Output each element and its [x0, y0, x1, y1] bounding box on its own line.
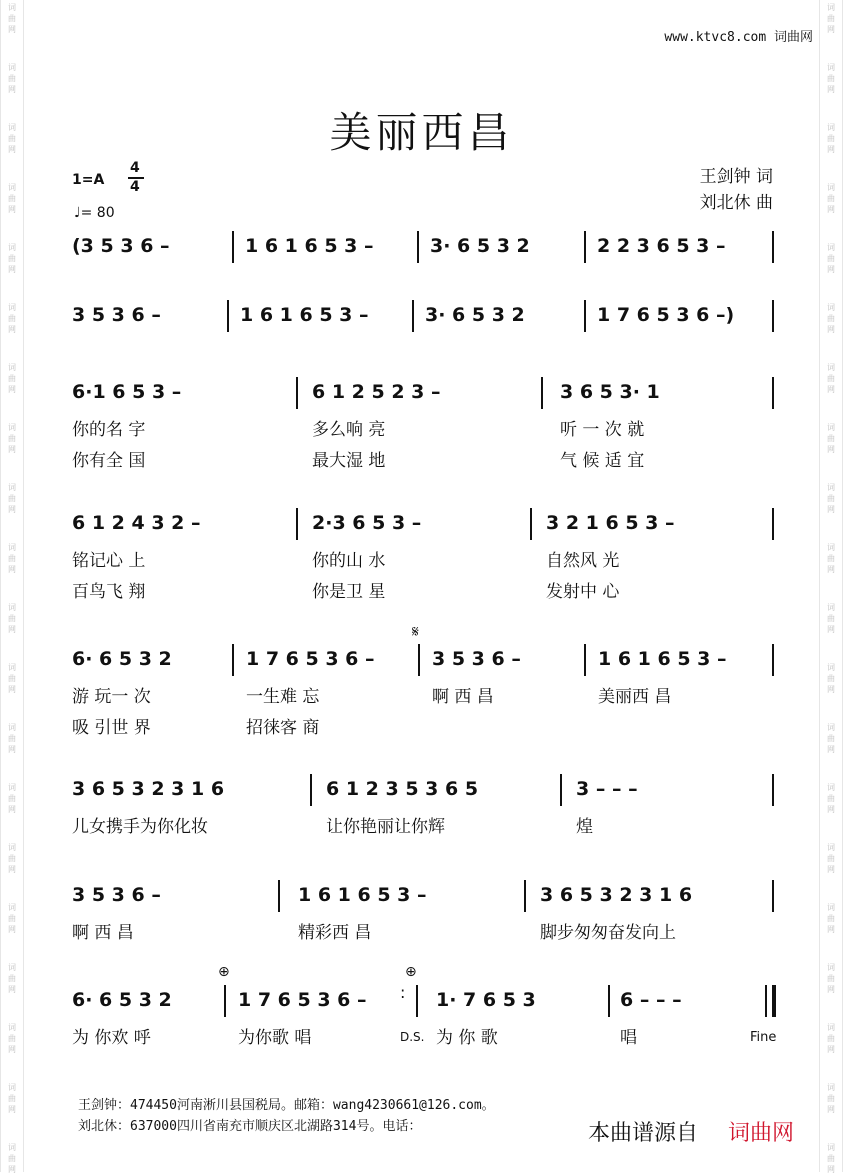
right-watermark-strip: [819, 0, 843, 1172]
time-signature-top: 4: [130, 160, 140, 176]
lyricist-credit: 王剑钟 词: [699, 167, 773, 187]
watermark-text: 词 曲 网: [827, 483, 835, 514]
watermark-text: 词 曲 网: [827, 63, 835, 94]
watermark-text: 词 曲 网: [827, 3, 835, 34]
bar-line: [772, 880, 774, 912]
bar-line: [296, 508, 298, 540]
watermark-text: 词 曲 网: [8, 783, 16, 814]
measure-notes: 6 1 2 4 3 2 –: [72, 512, 201, 534]
bar-line: [772, 377, 774, 409]
left-watermark-strip: [0, 0, 24, 1172]
lyric-line: 铭记心 上: [72, 551, 146, 571]
lyric-line: 游 玩一 次: [72, 687, 151, 707]
bar-line: [560, 774, 562, 806]
site-url[interactable]: www.ktvc8.com 词曲网: [664, 30, 813, 45]
measure-notes: 1 6 1 6 5 3 –: [240, 304, 369, 326]
measure-notes: 6·1 6 5 3 –: [72, 381, 182, 403]
measure-notes: 1 6 1 6 5 3 –: [245, 235, 374, 257]
lyric-line: 煌: [576, 817, 593, 837]
lyric-line: 百鸟飞 翔: [72, 582, 146, 602]
bar-line: [296, 377, 298, 409]
fine-marking: Fine: [750, 1030, 777, 1045]
watermark-text: 词 曲 网: [827, 783, 835, 814]
watermark-text: 词 曲 网: [827, 723, 835, 754]
watermark-text: 词 曲 网: [8, 303, 16, 334]
bar-line: [310, 774, 312, 806]
watermark-text: 词 曲 网: [8, 243, 16, 274]
lyric-line: 为 你 歌: [436, 1028, 498, 1048]
lyric-line: 美丽西 昌: [598, 687, 672, 707]
lyric-line: 为你歌 唱: [238, 1028, 312, 1048]
lyric-line: 发射中 心: [546, 582, 620, 602]
bar-line: [412, 300, 414, 332]
bar-line: [772, 508, 774, 540]
watermark-text: 词 曲 网: [8, 723, 16, 754]
bar-line: [541, 377, 543, 409]
watermark-text: 词 曲 网: [8, 63, 16, 94]
footer-lyricist-contact: 王剑钟：474450河南淅川县国税局。邮箱：wang4230661@126.com。: [78, 1098, 495, 1113]
lyric-line: 唱: [620, 1028, 637, 1048]
watermark-text: 词 曲 网: [827, 903, 835, 934]
quarter-note-icon: ♩: [74, 205, 81, 221]
watermark-text: 词 曲 网: [8, 1023, 16, 1054]
watermark-text: 词 曲 网: [8, 963, 16, 994]
measure-notes: 1 7 6 5 3 6 –: [238, 989, 367, 1011]
measure-notes: 1 6 1 6 5 3 –: [298, 884, 427, 906]
measure-notes: 1 7 6 5 3 6 –: [246, 648, 375, 670]
watermark-text: 词 曲 网: [827, 123, 835, 154]
watermark-text: 词 曲 网: [827, 303, 835, 334]
coda-icon: ⊕: [218, 964, 230, 980]
lyric-line: 吸 引世 界: [72, 718, 151, 738]
measure-notes: 2 2 3 6 5 3 –: [597, 235, 726, 257]
measure-notes: 3 2 1 6 5 3 –: [546, 512, 675, 534]
lyric-line: 你的名 字: [72, 420, 146, 440]
watermark-text: 词 曲 网: [8, 363, 16, 394]
measure-notes: 1 6 1 6 5 3 –: [598, 648, 727, 670]
bar-line: [524, 880, 526, 912]
footer-composer-contact: 刘北休：637000四川省南充市顺庆区北湖路314号。电话：: [78, 1119, 422, 1134]
lyric-line: 脚步匆匆奋发向上: [540, 923, 676, 943]
watermark-text: 词 曲 网: [8, 1143, 16, 1174]
lyric-line: 啊 西 昌: [72, 923, 134, 943]
bar-line: [584, 231, 586, 263]
repeat-dots: :: [400, 983, 406, 1002]
measure-notes: 3 5 3 6 –: [72, 304, 161, 326]
measure-notes: 3 – – –: [576, 778, 638, 800]
bar-line: [584, 300, 586, 332]
lyric-line: 为 你欢 呼: [72, 1028, 151, 1048]
watermark-text: 词 曲 网: [8, 183, 16, 214]
watermark-text: 词 曲 网: [827, 363, 835, 394]
lyric-line: 让你艳丽让你辉: [326, 817, 445, 837]
measure-notes: 3 5 3 6 –: [72, 884, 161, 906]
bar-line: [772, 985, 776, 1017]
tempo-marking: ♩= 80: [74, 205, 115, 221]
watermark-text: 词 曲 网: [827, 603, 835, 634]
lyric-line: 你是卫 星: [312, 582, 386, 602]
bar-line: [608, 985, 610, 1017]
final-bar-thin: [765, 985, 767, 1017]
composer-credit: 刘北休 曲: [699, 193, 773, 213]
bar-line: [232, 231, 234, 263]
coda-icon: ⊕: [405, 964, 417, 980]
watermark-text: 词 曲 网: [827, 1023, 835, 1054]
watermark-text: 词 曲 网: [8, 663, 16, 694]
lyric-line: 儿女携手为你化妆: [72, 817, 208, 837]
measure-notes: 6· 6 5 3 2: [72, 648, 172, 670]
watermark-text: 词 曲 网: [8, 903, 16, 934]
watermark-text: 词 曲 网: [8, 543, 16, 574]
watermark-text: 词 曲 网: [8, 3, 16, 34]
bar-line: [416, 985, 418, 1017]
measure-notes: 3· 6 5 3 2: [430, 235, 530, 257]
lyric-line: 自然风 光: [546, 551, 620, 571]
lyric-line: 多么响 亮: [312, 420, 386, 440]
watermark-text: 词 曲 网: [8, 843, 16, 874]
song-title: 美丽西昌: [329, 108, 514, 157]
watermark-text: 词 曲 网: [827, 1143, 835, 1174]
lyric-line: 精彩西 昌: [298, 923, 372, 943]
watermark-text: 词 曲 网: [8, 423, 16, 454]
segno-icon: 𝄋: [412, 622, 419, 641]
watermark-text: 词 曲 网: [827, 663, 835, 694]
lyric-line: 最大湿 地: [312, 451, 386, 471]
measure-notes: 2·3 6 5 3 –: [312, 512, 422, 534]
measure-notes: 6· 6 5 3 2: [72, 989, 172, 1011]
watermark-text: 词 曲 网: [8, 123, 16, 154]
lyric-line: 气 候 适 宜: [560, 451, 645, 471]
measure-notes: 1 7 6 5 3 6 –): [597, 304, 735, 326]
bar-line: [584, 644, 586, 676]
watermark-text: 词 曲 网: [8, 1083, 16, 1114]
watermark-text: 词 曲 网: [827, 843, 835, 874]
watermark-text: 词 曲 网: [827, 963, 835, 994]
source-brand[interactable]: 词曲网: [728, 1121, 795, 1146]
measure-notes: 6 1 2 3 5 3 6 5: [326, 778, 479, 800]
watermark-text: 词 曲 网: [827, 543, 835, 574]
bar-line: [772, 644, 774, 676]
lyric-line: 一生难 忘: [246, 687, 320, 707]
measure-notes: 3 5 3 6 –: [432, 648, 521, 670]
key-signature: 1=A: [72, 172, 105, 188]
bar-line: [278, 880, 280, 912]
measure-notes: 1· 7 6 5 3: [436, 989, 536, 1011]
bar-line: [772, 231, 774, 263]
bar-line: [772, 774, 774, 806]
lyric-line: 啊 西 昌: [432, 687, 494, 707]
bar-line: [530, 508, 532, 540]
bar-line: [232, 644, 234, 676]
lyric-line: 你的山 水: [312, 551, 386, 571]
watermark-text: 词 曲 网: [8, 603, 16, 634]
measure-notes: (3 5 3 6 –: [72, 235, 170, 257]
measure-notes: 3 6 5 3 2 3 1 6: [72, 778, 225, 800]
bar-line: [227, 300, 229, 332]
watermark-text: 词 曲 网: [827, 423, 835, 454]
bar-line: [418, 644, 420, 676]
measure-notes: 3· 6 5 3 2: [425, 304, 525, 326]
time-signature-bottom: 4: [130, 179, 140, 195]
bar-line: [772, 300, 774, 332]
measure-notes: 3 6 5 3 2 3 1 6: [540, 884, 693, 906]
lyric-line: 你有全 国: [72, 451, 146, 471]
measure-notes: 3 6 5 3· 1: [560, 381, 660, 403]
bar-line: [417, 231, 419, 263]
measure-notes: 6 1 2 5 2 3 –: [312, 381, 441, 403]
watermark-text: 词 曲 网: [827, 183, 835, 214]
dal-segno-marking: D.S.: [400, 1030, 425, 1044]
watermark-text: 词 曲 网: [8, 483, 16, 514]
measure-notes: 6 – – –: [620, 989, 682, 1011]
lyric-line: 招徕客 商: [246, 718, 320, 738]
source-label: 本曲谱源自: [588, 1121, 699, 1146]
watermark-text: 词 曲 网: [827, 243, 835, 274]
lyric-line: 听 一 次 就: [560, 420, 645, 440]
watermark-text: 词 曲 网: [827, 1083, 835, 1114]
bar-line: [224, 985, 226, 1017]
